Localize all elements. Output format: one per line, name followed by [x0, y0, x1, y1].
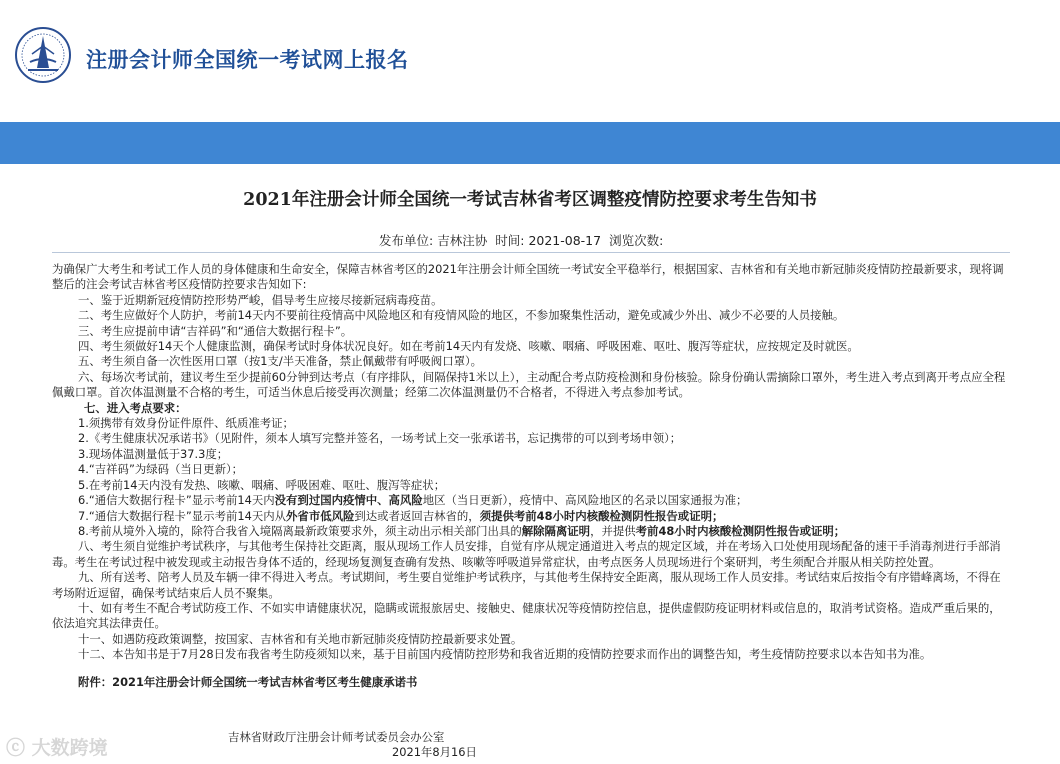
- notice-item: 十一、如遇防疫政策调整，按国家、吉林省和有关地市新冠肺炎疫情防控最新要求处置。: [78, 631, 523, 646]
- header-banner: [0, 122, 1060, 164]
- requirement-item: [52, 493, 1010, 508]
- source-label: 发布单位:: [379, 233, 434, 248]
- site-header: [0, 0, 1060, 122]
- bold-run: 须提供考前48小时内核酸检测阴性报告或证明；: [479, 508, 724, 523]
- text-run: 8.考前从境外入境的，除符合我省入境隔离最新政策要求外，须主动出示相关部门出具的: [78, 523, 522, 538]
- source-value: 吉林注协: [437, 233, 488, 248]
- notice-item: 十二、本告知书是于7月28日发布我省考生防疫须知以来，基于目前国内疫情防控形势和我省近期的疫情防控要求而作出的调整告知，考生疫情防控要求以本告知书为准。: [78, 647, 932, 662]
- requirement-item: 4.“吉祥码”为绿码（当日更新）；: [78, 462, 244, 477]
- watermark-logo-icon: ⓒ: [6, 737, 26, 759]
- notice-item: 二、考生应做好个人防护，考前14天内不要前往疫情高中风险地区和有疫情风险的地区，不参加聚集性活动，避免或减少外出、减少不必要的人员接触。: [78, 308, 845, 323]
- notice-item: 一、鉴于近期新冠疫情防控形势严峻，倡导考生应接尽接新冠病毒疫苗。: [78, 292, 443, 307]
- views-label: 浏览次数:: [609, 233, 664, 248]
- requirement-item: [52, 524, 1010, 539]
- title-divider: [52, 252, 1010, 253]
- attachment-link[interactable]: 附件：2021年注册会计师全国统一考试吉林省考区考生健康承诺书: [78, 674, 418, 689]
- signature: 吉林省财政厅注册会计师考试委员会办公室: [228, 730, 445, 744]
- text-run: 到达或者返回吉林省的，: [354, 508, 480, 523]
- watermark: [6, 733, 108, 760]
- requirement-item: 1.须携带有效身份证件原件、纸质准考证；: [78, 416, 294, 431]
- requirement-item: [52, 509, 1010, 524]
- notice-item: 五、考生须自备一次性医用口罩（按1支/半天准备，禁止佩戴带有呼吸阀口罩）。: [78, 354, 483, 369]
- notice-item: 四、考生须做好14天个人健康监测，确保考试时身体状况良好。如在考前14天内有发烧、咳嗽、咽痛、呼吸困难、呕吐、腹泻等症状，应按规定及时就医。: [78, 339, 859, 354]
- text-run: 6.“通信大数据行程卡”显示考前14天内: [78, 493, 275, 508]
- bold-run: 考前48小时内核酸检测阴性报告或证明；: [635, 523, 846, 538]
- bold-run: 解除隔离证明: [521, 523, 591, 538]
- article-meta: [379, 231, 667, 249]
- notice-item: 六、每场次考试前，建议考生至少提前60分钟到达考点（有序排队，间隔保持1米以上），主动配合考点防疫检测和身份核验。除身份确认需摘除口罩外，考生进入考点到离开考点应全程佩戴口罩。首次体温测量不合格的考生，可适当休息后接受再次测量；经第二次体温测量仍不合格者，不得进入考点参加考试。: [52, 369, 1006, 400]
- requirement-item: 5.在考前14天内没有发热、咳嗽、咽痛、呼吸困难、呕吐、腹泻等症状；: [78, 477, 446, 492]
- requirement-item: 3.现场体温测量低于37.3度；: [78, 446, 229, 461]
- section-heading: 七、进入考点要求：: [84, 400, 187, 415]
- text-run: ，并提供: [590, 523, 636, 538]
- intro-paragraph: 为确保广大考生和考试工作人员的身体健康和生命安全，保障吉林省考区的2021年注册会计师全国统一考试安全平稳举行，根据国家、吉林省和有关地市新冠肺炎疫情防控最新要求，现将调整后的注会考试吉林省考区疫情防控要求告知如下:: [52, 262, 1004, 292]
- notice-item: 八、考生须自觉维护考试秩序，与其他考生保持社交距离，服从现场工作人员安排，自觉有序从规定通道进入考点的规定区域，并在考场入口处使用现场配备的速干手消毒剂进行手部消毒。考生在考试过程中被发现或主动报告身体不适的，经现场复测复查确有发热、咳嗽等呼吸道异常症状，由考点医务人员现场进行个案研判，考生须配合并服从相关防控处置。: [52, 539, 1001, 569]
- sign-date: 2021年8月16日: [392, 745, 477, 759]
- notice-item: 三、考生应提前申请“吉祥码”和“通信大数据行程卡”。: [78, 323, 353, 338]
- cicpa-logo-icon: [14, 26, 72, 84]
- bold-run: 外省市低风险: [286, 508, 355, 523]
- watermark-text: 大数跨境: [31, 737, 108, 759]
- time-value: 2021-08-17: [528, 233, 602, 248]
- requirement-item: 2.《考生健康状况承诺书》（见附件，须本人填写完整并签名，一场考试上交一张承诺书，忘记携带的可以到考场申领）；: [78, 431, 682, 446]
- bold-run: 没有到过国内疫情中、高风险: [274, 493, 423, 508]
- time-label: 时间:: [495, 233, 525, 248]
- site-title[interactable]: 注册会计师全国统一考试网上报名: [86, 48, 409, 72]
- text-run: 地区（当日更新），疫情中、高风险地区的名录以国家通报为准；: [422, 493, 748, 508]
- article-title: 2021年注册会计师全国统一考试吉林省考区调整疫情防控要求考生告知书: [243, 190, 817, 210]
- notice-item: 九、所有送考、陪考人员及车辆一律不得进入考点。考试期间，考生要自觉维护考试秩序，与其他考生保持安全距离，服从现场工作人员安排。考试结束后按指令有序错峰离场，不得在考场附近逗留，确保考试结束后人员不聚集。: [52, 570, 1001, 600]
- text-run: 7.“通信大数据行程卡”显示考前14天内从: [78, 508, 287, 523]
- notice-item: 十、如有考生不配合考试防疫工作、不如实申请健康状况，隐瞒或谎报旅居史、接触史、健康状况等疫情防控信息，提供虚假防疫证明材料或信息的，取消考试资格。造成严重后果的，依法追究其法律责任。: [52, 600, 1001, 631]
- article-body: [52, 262, 1010, 690]
